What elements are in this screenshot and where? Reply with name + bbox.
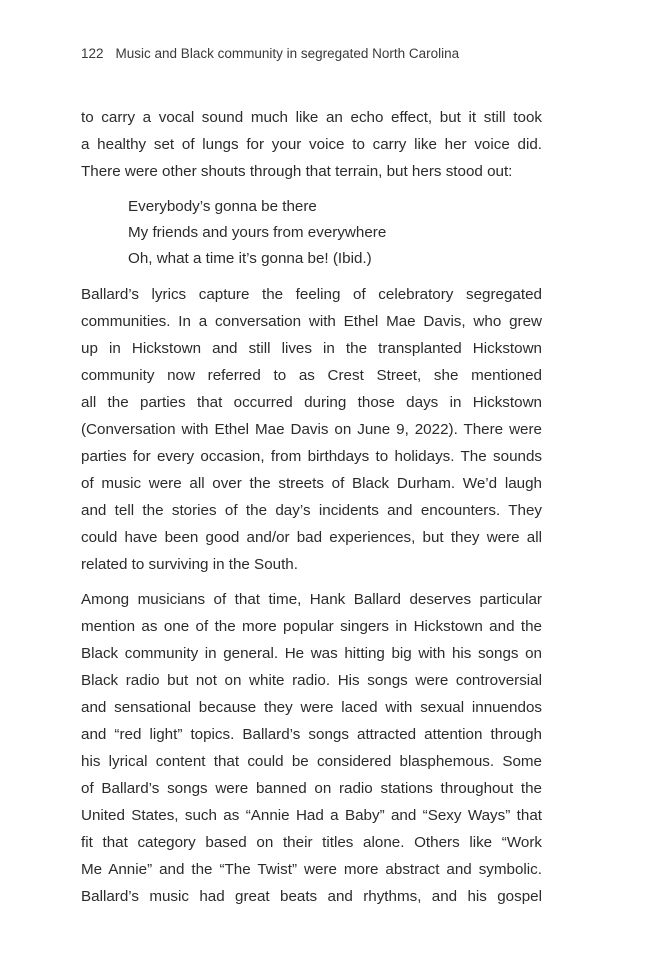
text-line: and tell the stories of the day’s incidents and encounters. They — [81, 502, 542, 519]
text-line: Among musicians of that time, Hank Ballard deserves particular — [81, 591, 542, 608]
paragraph-3 — [81, 586, 542, 910]
text-line: a healthy set of lungs for your voice to carry like her voice did. — [81, 136, 542, 153]
lyric-line: My friends and yours from everywhere — [128, 224, 387, 241]
text-line: community now referred to as Crest Street, she mentioned — [81, 367, 542, 384]
text-line: related to surviving in the South. — [81, 556, 298, 573]
text-line: of music were all over the streets of Black Durham. We’d laugh — [81, 475, 542, 492]
text-line: Black community in general. He was hitting big with his songs on — [81, 645, 542, 662]
running-title: Music and Black community in segregated North Carolina — [115, 46, 460, 61]
text-line: his lyrical content that could be considered blasphemous. Some — [81, 753, 542, 770]
text-line: to carry a vocal sound much like an echo effect, but it still took — [81, 109, 542, 126]
text-line: Black radio but not on white radio. His songs were controversial — [81, 672, 542, 689]
lyric-quote — [128, 194, 542, 272]
body-text — [81, 104, 542, 910]
text-line: parties for every occasion, from birthdays to holidays. The sounds — [81, 448, 542, 465]
text-line: all the parties that occurred during those days in Hickstown — [81, 394, 542, 411]
lyric-line: Everybody’s gonna be there — [128, 198, 317, 215]
text-line: (Conversation with Ethel Mae Davis on June 9, 2022). There were — [81, 421, 542, 438]
lyric-line: Oh, what a time it’s gonna be! (Ibid.) — [128, 250, 372, 267]
text-line: up in Hickstown and still lives in the transplanted Hickstown — [81, 340, 542, 357]
text-line: mention as one of the more popular singers in Hickstown and the — [81, 618, 542, 635]
page-number: 122 — [81, 46, 104, 61]
text-line: and sensational because they were laced with sexual innuendos — [81, 699, 542, 716]
text-line: United States, such as “Annie Had a Baby” and “Sexy Ways” that — [81, 807, 542, 824]
running-header — [81, 45, 459, 63]
paragraph-1 — [81, 104, 542, 185]
paragraph-gap — [81, 578, 542, 586]
text-line: communities. In a conversation with Ethel Mae Davis, who grew — [81, 313, 542, 330]
text-line: and “red light” topics. Ballard’s songs attracted attention through — [81, 726, 542, 743]
text-line: Me Annie” and the “The Twist” were more abstract and symbolic. — [81, 861, 542, 878]
text-line: fit that category based on their titles alone. Others like “Work — [81, 834, 542, 851]
text-line: Ballard’s lyrics capture the feeling of celebratory segregated — [81, 286, 542, 303]
text-line: Ballard’s music had great beats and rhythms, and his gospel — [81, 888, 542, 905]
text-line: of Ballard’s songs were banned on radio stations throughout the — [81, 780, 542, 797]
text-line: could have been good and/or bad experiences, but they were all — [81, 529, 542, 546]
text-line: There were other shouts through that terrain, but hers stood out: — [81, 163, 513, 180]
paragraph-2 — [81, 281, 542, 578]
